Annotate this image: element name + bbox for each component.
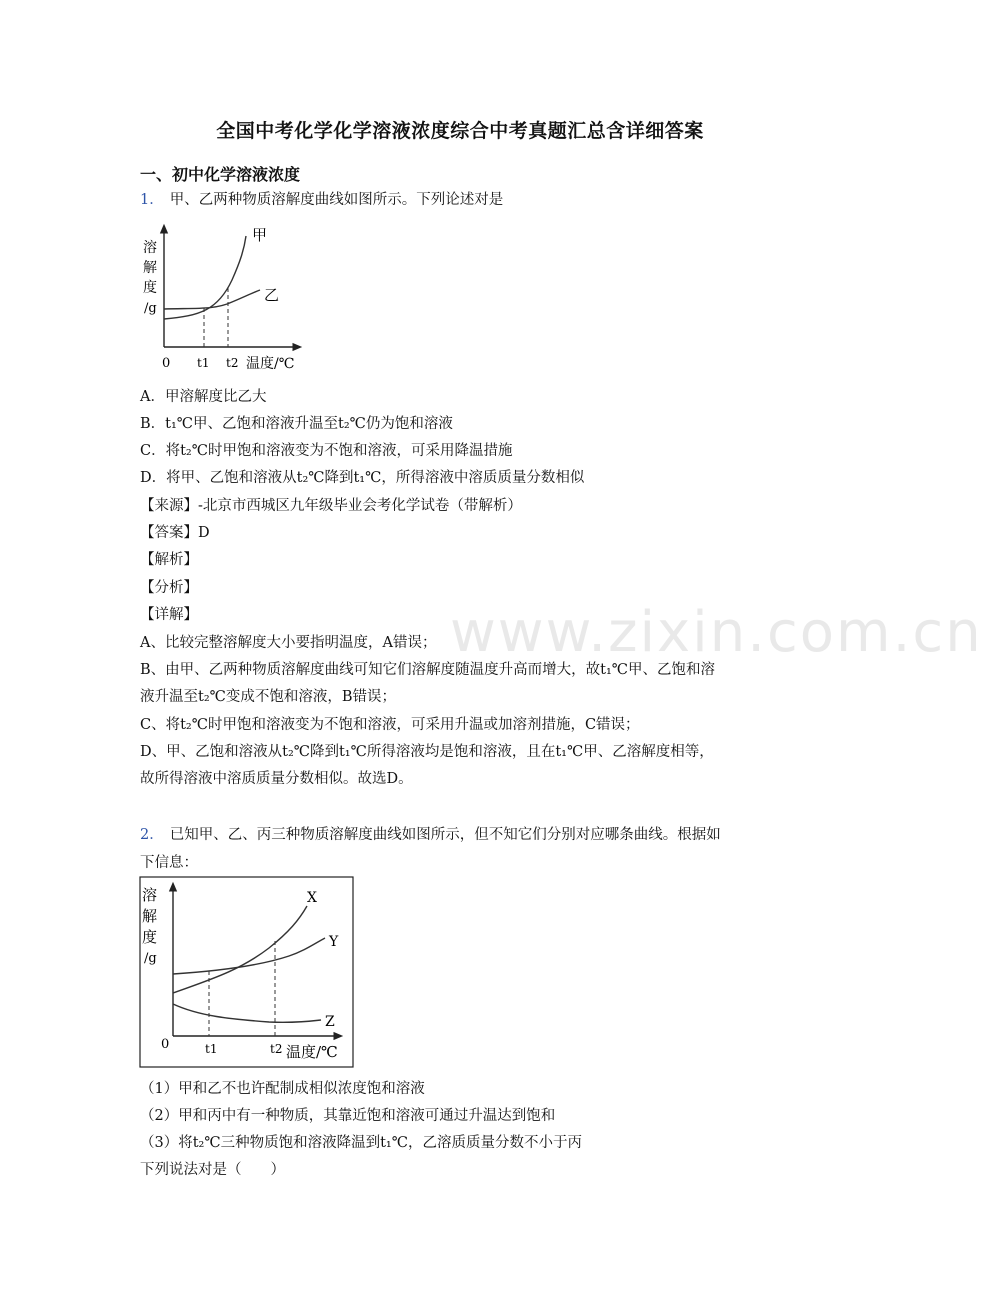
q2-curve-z	[173, 1004, 321, 1022]
q2-curve-x-label: X	[307, 890, 317, 906]
q2-stem-line2: 下信息：	[140, 855, 198, 871]
q2-statement-2: （2）甲和丙中有一种物质，其靠近饱和溶液可通过升温达到饱和	[140, 1108, 556, 1124]
q1-analysis-heading: 【解析】	[140, 552, 198, 568]
q1-ylabel-2: 解	[143, 260, 157, 276]
q1-explanation-b1: B、由甲、乙两种物质溶解度曲线可知它们溶解度随温度升高而增大，故t₁℃甲、乙饱和溶	[140, 662, 716, 678]
q1-answer: 【答案】D	[140, 525, 210, 541]
q1-stem	[140, 188, 503, 209]
q2-statement-1: （1）甲和乙不也许配制成相似浓度饱和溶液	[140, 1081, 425, 1097]
q1-origin-label: 0	[162, 356, 171, 371]
q2-ylabel-4: /g	[144, 951, 157, 966]
q1-fenxi-heading: 【分析】	[140, 580, 198, 596]
q2-curve-y-label: Y	[329, 934, 339, 950]
q2-ylabel-3: 度	[142, 928, 158, 946]
q2-graph-frame	[140, 877, 353, 1067]
q2-t2-label: t2	[270, 1042, 283, 1056]
q1-stem-text: 甲、乙两种物质溶解度曲线如图所示。下列论述对是	[169, 192, 504, 208]
q2-number: 2．	[140, 827, 164, 843]
q1-option-c: C．将t₂℃时甲饱和溶液变为不饱和溶液，可采用降温措施	[140, 443, 513, 459]
q1-explanation-b2: 液升温至t₂℃变成不饱和溶液，B错误；	[140, 689, 397, 705]
q2-curve-y	[173, 938, 325, 974]
q2-statement-3: （3）将t₂℃三种物质饱和溶液降温到t₁℃，乙溶质质量分数不小于丙	[140, 1135, 582, 1151]
q1-detail-heading: 【详解】	[140, 607, 198, 623]
q1-t1-label: t1	[197, 356, 210, 370]
q1-option-a: A．甲溶解度比乙大	[140, 389, 267, 405]
q1-explanation-d2: 故所得溶液中溶质质量分数相似。故选D。	[140, 771, 413, 787]
q1-curve-jia	[164, 236, 246, 319]
q2-curve-x	[173, 906, 307, 993]
q1-ylabel-4: /g	[144, 301, 157, 316]
q1-source: 【来源】-北京市西城区九年级毕业会考化学试卷（带解析）	[140, 498, 522, 514]
page-title: 全国中考化学化学溶液浓度综合中考真题汇总含详细答案	[216, 120, 704, 142]
q1-curve-jia-label: 甲	[252, 226, 268, 244]
q1-explanation-d1: D、甲、乙饱和溶液从t₂℃降到t₁℃所得溶液均是饱和溶液，且在t₁℃甲、乙溶解度相等，	[140, 744, 714, 760]
q2-ylabel-2: 解	[142, 907, 158, 925]
q1-number: 1．	[140, 192, 164, 208]
q1-solubility-graph	[140, 222, 315, 377]
q1-option-b: B．t₁℃甲、乙饱和溶液升温至t₂℃仍为饱和溶液	[140, 416, 453, 432]
q2-solubility-graph	[139, 876, 355, 1070]
q2-ylabel-1: 溶	[142, 886, 158, 904]
q1-ylabel-3: 度	[143, 280, 157, 296]
q1-explanation-c: C、将t₂℃时甲饱和溶液变为不饱和溶液，可采用升温或加溶剂措施，C错误；	[140, 717, 640, 733]
q2-stem	[140, 823, 721, 844]
watermark: www.zixin.com.cn	[450, 600, 983, 665]
q1-xlabel: 温度/℃	[246, 356, 295, 372]
q1-curve-yi-label: 乙	[264, 286, 280, 304]
q1-t2-label: t2	[226, 356, 239, 370]
q1-option-d: D．将甲、乙饱和溶液从t₂℃降到t₁℃，所得溶液中溶质质量分数相似	[140, 470, 585, 486]
q2-question-prompt: 下列说法对是（ ）	[140, 1162, 285, 1178]
section-heading: 一、初中化学溶液浓度	[140, 165, 301, 184]
q1-ylabel-1: 溶	[143, 240, 157, 256]
q2-stem-text: 已知甲、乙、丙三种物质溶解度曲线如图所示，但不知它们分别对应哪条曲线。根据如	[169, 827, 721, 843]
q2-curve-z-label: Z	[325, 1014, 335, 1030]
q2-t1-label: t1	[205, 1042, 218, 1056]
q2-origin-label: 0	[161, 1037, 170, 1052]
q1-explanation-a: A、比较完整溶解度大小要指明温度，A错误；	[140, 635, 437, 651]
q2-xlabel: 温度/℃	[286, 1043, 338, 1061]
